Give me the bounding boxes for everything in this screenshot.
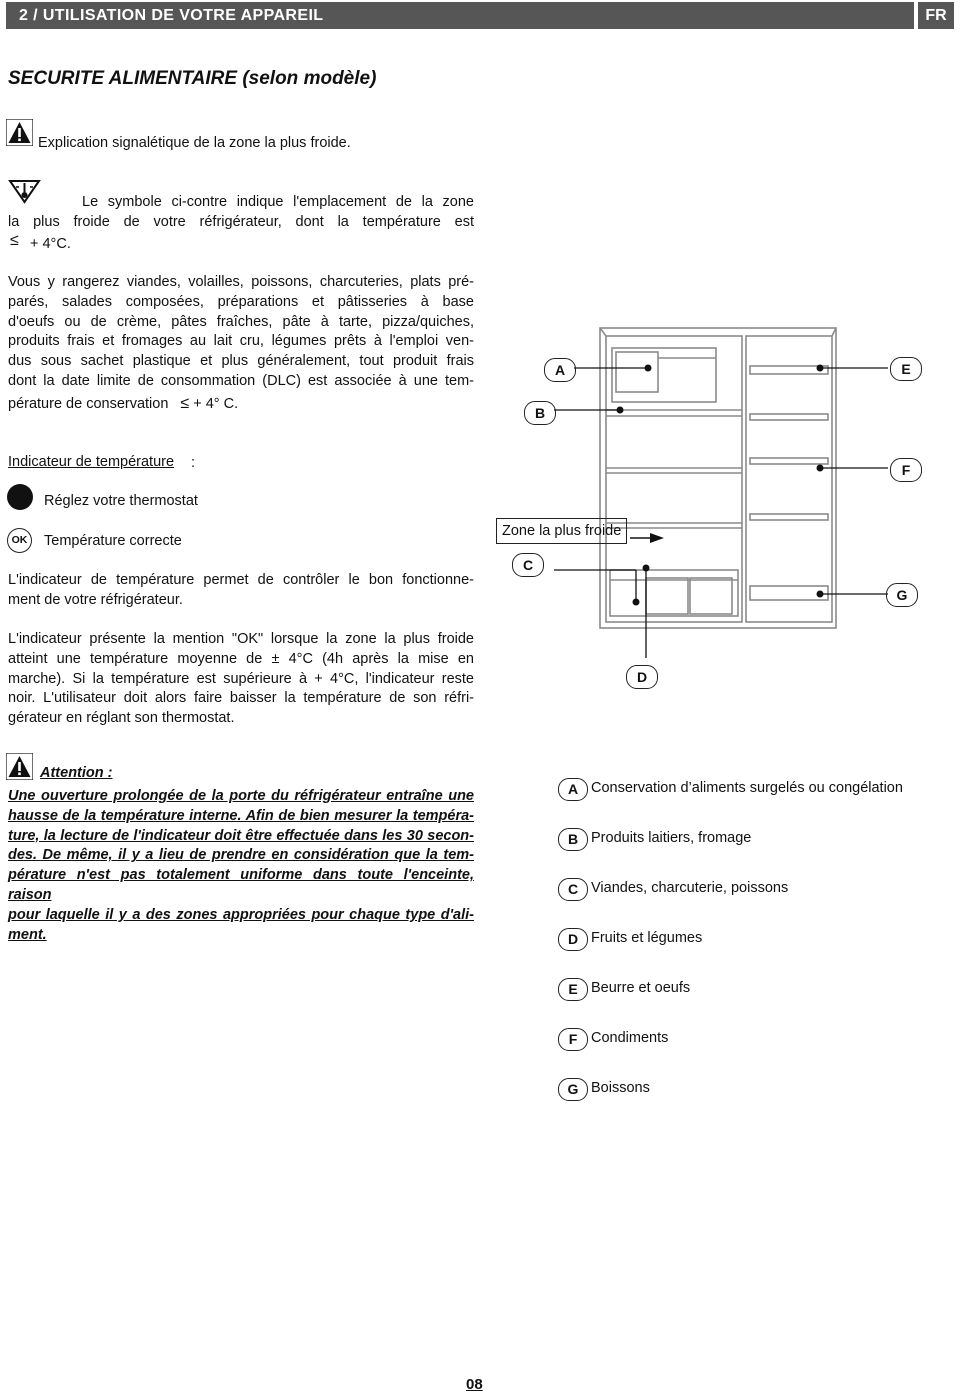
storage-line: Vous y rangerez viandes, volailles, poissons, charcuteries, plats pré- [8, 274, 474, 290]
indicator-line: ment de votre réfrigérateur. [8, 591, 183, 608]
symbol-para-line-1 [8, 193, 474, 213]
attention-body [8, 787, 474, 945]
storage-line: parés, salades composées, préparations et pâtisseries à base [8, 293, 474, 310]
diagram-marker-g: G [886, 583, 918, 607]
legend-text: Conservation d’aliments surgelés ou congélation [591, 780, 903, 796]
legend-letter: G [558, 1078, 588, 1101]
legend-letter: F [558, 1028, 588, 1051]
legend-letter: B [558, 828, 588, 851]
warning-triangle-icon [6, 119, 33, 146]
legend-letter: E [558, 978, 588, 1001]
ok-line: noir. L'utilisateur doit alors faire baisser la température de son réfri- [8, 690, 474, 707]
indicator-title [8, 454, 174, 470]
less-equal-symbol: ≤ [10, 232, 19, 249]
storage-line: produits frais et fromages au lait cru, légumes prêts à l'emploi ven- [8, 333, 474, 350]
storage-line: dont la date limite de consommation (DLC) est associée à une tem- [8, 372, 474, 389]
symbol-para-line-1-text: Le symbole ci-contre indique l'emplacement de la zone [82, 194, 474, 210]
storage-line: d'oeufs ou de crème, pâtes fraîches, pâte à tarte, pizza/quiches, [8, 313, 474, 330]
ok-line: L'indicateur présente la mention "OK" lorsque la zone la plus froide [8, 631, 474, 647]
storage-paragraph [8, 273, 474, 392]
attention-line: pérature n'est pas totalement uniforme dans toute l'enceinte, raison [8, 867, 474, 903]
zone-arrow-icon [630, 533, 664, 543]
attention-line: pour laquelle il y a des zones appropriées pour chaque type d'ali- [8, 906, 474, 923]
black-indicator-icon [7, 484, 33, 510]
attention-line: ture, la lecture de l'indicateur doit être effectuée dans les 30 secon- [8, 827, 474, 844]
indicator-item-2: Température correcte [44, 533, 182, 549]
diagram-marker-f: F [890, 458, 922, 482]
page-header [6, 2, 954, 29]
diagram-marker-b: B [524, 401, 556, 425]
section-title: SECURITE ALIMENTAIRE (selon modèle) [8, 68, 377, 89]
ok-line: atteint une température moyenne de ± 4°C (4h après la mise en [8, 650, 474, 667]
storage-last-line-text: pérature de conservation [8, 396, 169, 412]
symbol-para-line-2: la plus froide de votre réfrigérateur, dont la température est [8, 214, 474, 230]
storage-line: dus sous sachet plastique et plus généralement, tout produit frais [8, 353, 474, 370]
coldest-zone-label: Zone la plus froide [496, 518, 627, 544]
legend-text: Viandes, charcuterie, poissons [591, 880, 789, 896]
warning-text: Explication signalétique de la zone la plus froide. [38, 135, 351, 151]
indicator-title-text: Indicateur de température [8, 454, 175, 470]
legend-text: Boissons [591, 1080, 650, 1096]
diagram-marker-d: D [626, 665, 658, 689]
ok-line: gérateur en réglant son thermostat. [8, 710, 235, 727]
ok-indicator-icon: OK [7, 528, 32, 553]
legend-text: Condiments [591, 1030, 669, 1046]
indicator-line: L'indicateur de température permet de contrôler le bon fonctionne- [8, 572, 474, 588]
legend-text: Fruits et légumes [591, 930, 703, 946]
attention-line: Une ouverture prolongée de la porte du réfrigérateur entraîne une [8, 788, 474, 804]
less-equal-symbol: ≤ [180, 395, 190, 412]
attention-line: hausse de la température interne. Afin de bien mesurer la tempéra- [8, 807, 474, 824]
attention-title: Attention : [40, 765, 113, 781]
header-title: 2 / UTILISATION DE VOTRE APPAREIL [19, 7, 324, 24]
ok-paragraph [8, 630, 474, 729]
indicator-paragraph [8, 571, 474, 611]
diagram-marker-c: C [512, 553, 544, 577]
attention-line: ment. [8, 926, 47, 943]
language-badge: FR [918, 2, 954, 29]
ok-line: marche). Si la température est supérieure à + 4°C, l'indicateur reste [8, 670, 474, 687]
symbol-para-line-3: + 4°C. [30, 236, 71, 252]
diagram-marker-e: E [890, 357, 922, 381]
legend-letter: D [558, 928, 588, 951]
storage-last-line [8, 394, 238, 415]
legend-text: Beurre et oeufs [591, 980, 691, 996]
attention-line: des. De même, il y a lieu de prendre en considération que la tem- [8, 847, 474, 864]
legend-letter: A [558, 778, 588, 801]
page-number: 08 [466, 1376, 483, 1393]
indicator-title-colon: : [191, 455, 196, 471]
attention-warning-icon [6, 753, 33, 780]
legend-letter: C [558, 878, 588, 901]
diagram-marker-a: A [544, 358, 576, 382]
header-bar [6, 2, 914, 29]
legend-text: Produits laitiers, fromage [591, 830, 752, 846]
storage-last-value: + 4° C. [193, 396, 239, 412]
indicator-item-1: Réglez votre thermostat [44, 493, 198, 509]
